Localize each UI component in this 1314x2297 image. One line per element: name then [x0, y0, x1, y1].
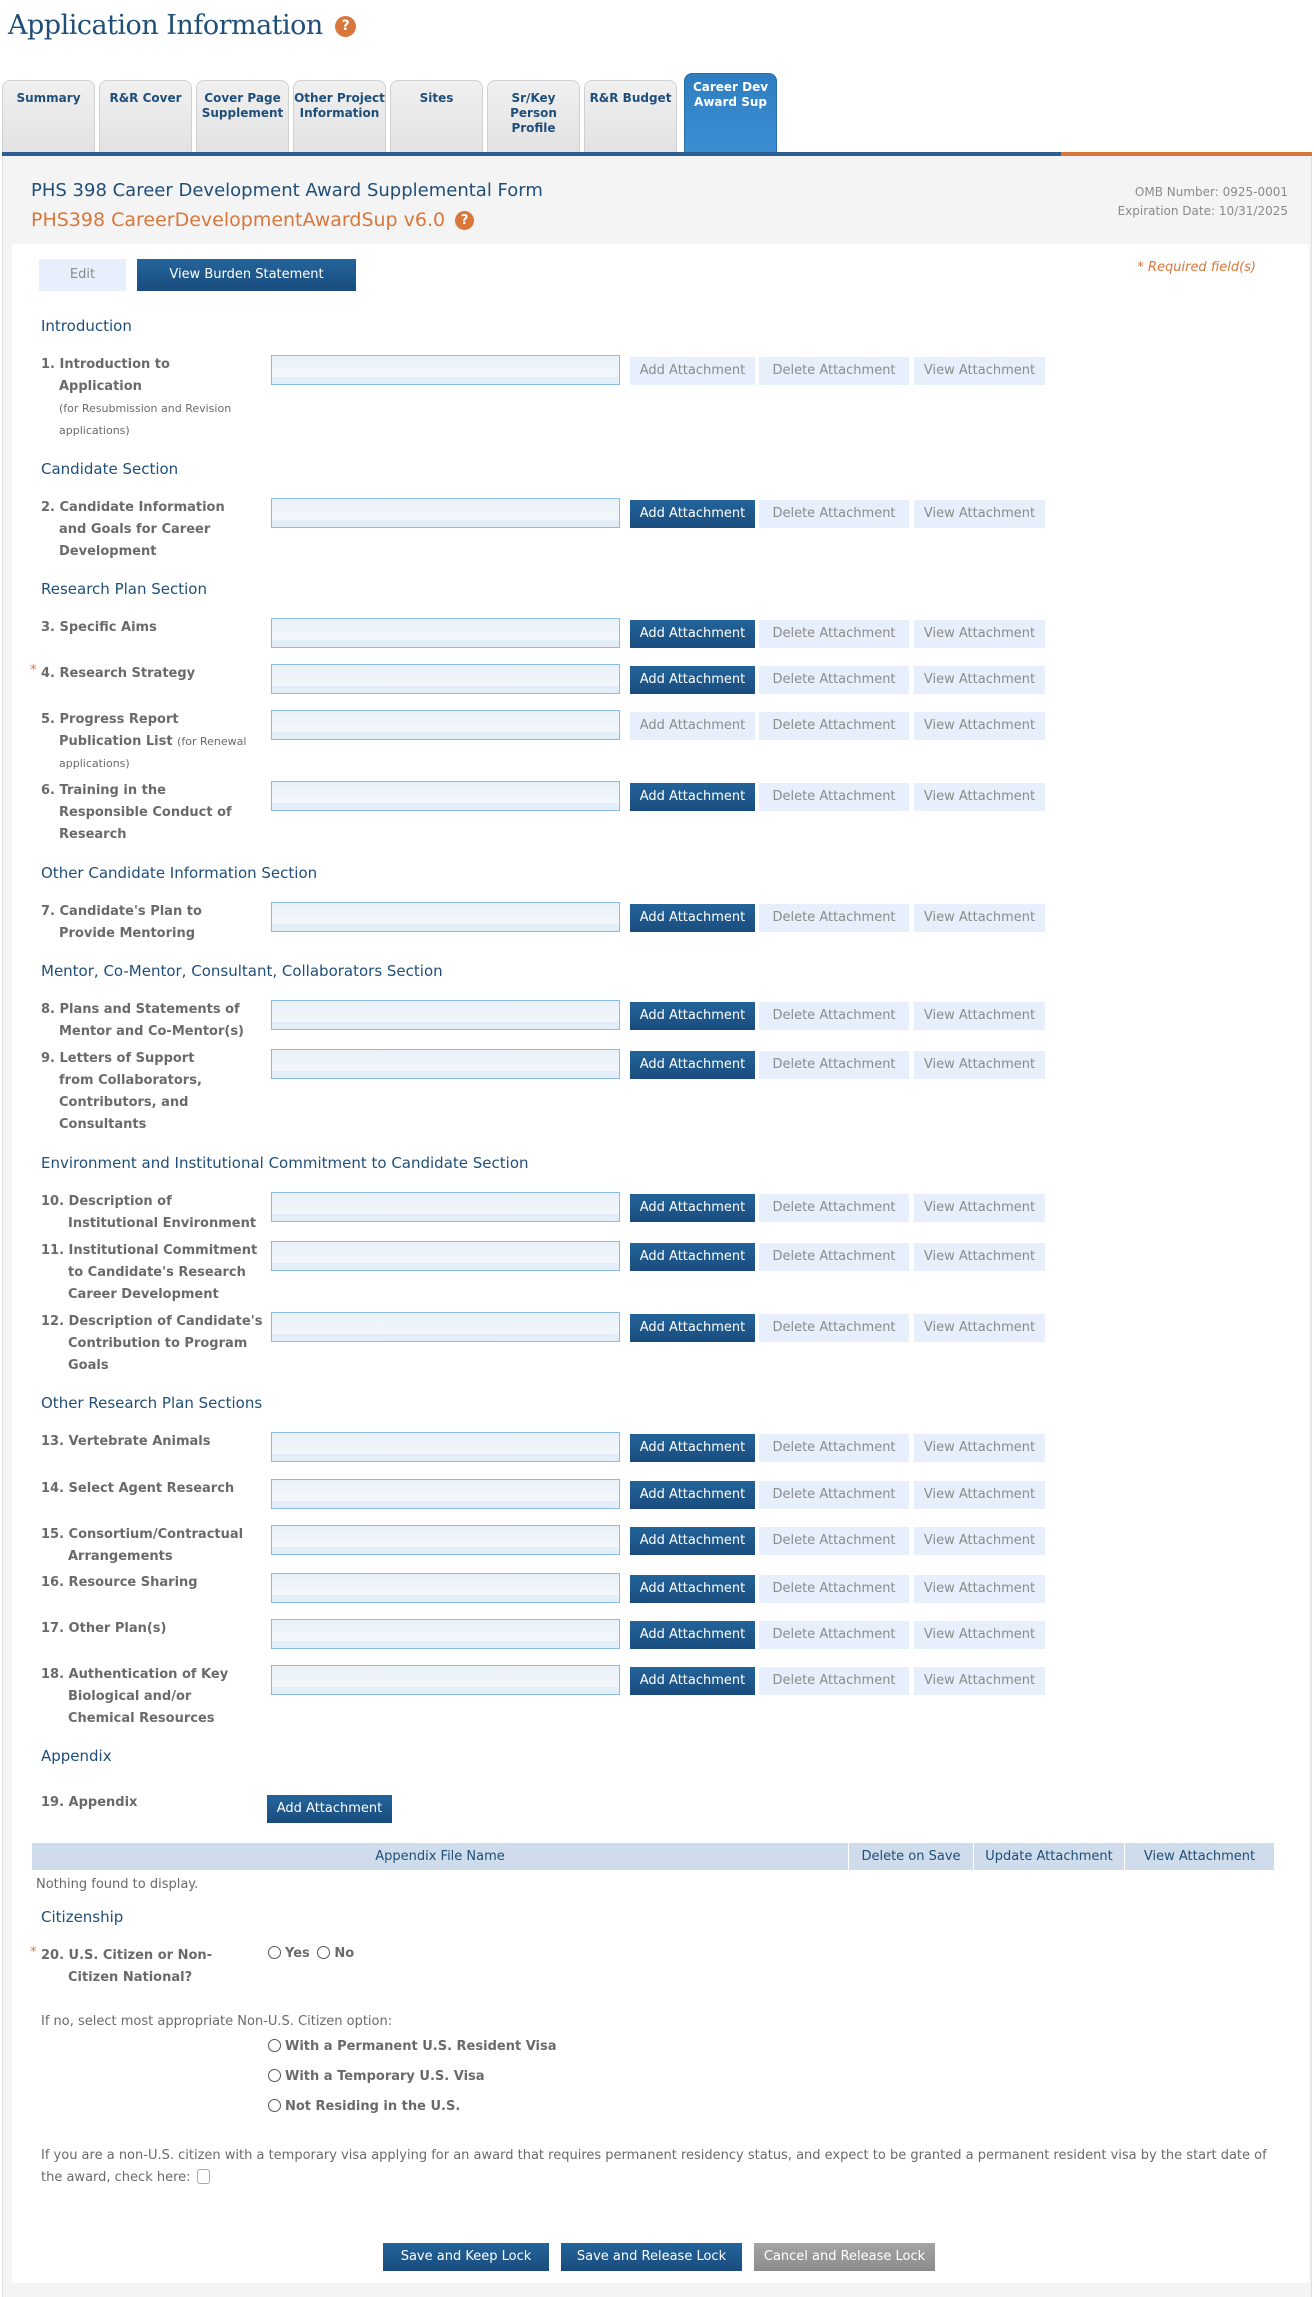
tab-career-dev-award-sup[interactable]: Career Dev Award Sup	[684, 73, 777, 153]
radio-no-label: No	[334, 1946, 355, 1961]
add-attachment-button[interactable]: Add Attachment	[630, 1667, 755, 1695]
section-introduction: Introduction	[41, 317, 132, 335]
item-label: 9. Letters of Support from Collaborators, Contributors, and Consultants	[41, 1051, 202, 1132]
save-and-release-lock-button[interactable]: Save and Release Lock	[561, 2243, 742, 2271]
delete-attachment-button[interactable]: Delete Attachment	[759, 1667, 909, 1695]
view-attachment-button[interactable]: View Attachment	[914, 1002, 1045, 1030]
add-attachment-button[interactable]: Add Attachment	[630, 1527, 755, 1555]
column-view-attachment: View Attachment	[1143, 1849, 1256, 1864]
radio-not-residing[interactable]	[268, 2099, 281, 2112]
column-appendix-file-name: Appendix File Name	[32, 1843, 849, 1870]
item-label: 8. Plans and Statements of Mentor and Co-Mentor(s)	[41, 1002, 245, 1039]
form-version: PHS398 CareerDevelopmentAwardSup v6.0	[31, 209, 446, 231]
required-fields-note: * Required field(s)	[1137, 260, 1256, 275]
delete-attachment-button[interactable]: Delete Attachment	[759, 1314, 909, 1342]
delete-attachment-button[interactable]: Delete Attachment	[759, 1002, 909, 1030]
option-not-residing[interactable]	[268, 2099, 460, 2114]
view-attachment-button[interactable]: View Attachment	[914, 1667, 1045, 1695]
delete-attachment-button[interactable]: Delete Attachment	[759, 712, 909, 740]
section-other-research: Other Research Plan Sections	[41, 1394, 263, 1412]
item-label: 18. Authentication of Key Biological and/or Chemical Resources	[41, 1667, 229, 1726]
add-attachment-button[interactable]: Add Attachment	[630, 1243, 755, 1271]
section-appendix: Appendix	[41, 1747, 112, 1765]
attachment-filename-field[interactable]	[271, 902, 620, 932]
attachment-filename-field[interactable]	[271, 1192, 620, 1222]
item-label: 11. Institutional Commitment to Candidate's Research Career Development	[41, 1243, 258, 1302]
view-attachment-button[interactable]: View Attachment	[914, 1527, 1045, 1555]
view-attachment-button[interactable]: View Attachment	[914, 1434, 1045, 1462]
item-label: 3. Specific Aims	[41, 620, 157, 635]
citizenship-question: 20. U.S. Citizen or Non-Citizen National?	[41, 1948, 213, 1985]
item-label: 13. Vertebrate Animals	[41, 1434, 211, 1449]
visa-note	[41, 2145, 1271, 2189]
view-attachment-button[interactable]: View Attachment	[914, 904, 1045, 932]
delete-attachment-button[interactable]: Delete Attachment	[759, 1621, 909, 1649]
required-asterisk: *	[30, 663, 37, 678]
view-attachment-button[interactable]: View Attachment	[914, 666, 1045, 694]
delete-attachment-button[interactable]: Delete Attachment	[759, 1481, 909, 1509]
delete-attachment-button[interactable]: Delete Attachment	[759, 1243, 909, 1271]
attachment-filename-field[interactable]	[271, 1312, 620, 1342]
attachment-filename-field[interactable]	[271, 781, 620, 811]
item-label: 6. Training in the Responsible Conduct of Research	[41, 783, 232, 842]
expiration-date: Expiration Date: 10/31/2025	[1117, 204, 1288, 218]
item-label: 17. Other Plan(s)	[41, 1621, 167, 1636]
omb-info	[1118, 183, 1288, 221]
item-label: 14. Select Agent Research	[41, 1481, 235, 1496]
tab-summary[interactable]: Summary	[2, 80, 95, 153]
appendix-empty-message: Nothing found to display.	[36, 1877, 199, 1892]
view-attachment-button[interactable]: View Attachment	[914, 712, 1045, 740]
add-attachment-button[interactable]: Add Attachment	[630, 1434, 755, 1462]
item-label: 1. Introduction to Application (for Resubmission and Revision applications)	[41, 357, 232, 437]
add-attachment-button[interactable]: Add Attachment	[630, 1575, 755, 1603]
attachment-filename-field[interactable]	[271, 1049, 620, 1079]
attachment-filename-field[interactable]	[271, 498, 620, 528]
option-permanent-visa[interactable]	[268, 2039, 557, 2054]
tab-cover-page-supplement[interactable]: Cover Page Supplement	[196, 80, 289, 153]
column-update-attachment: Update Attachment	[974, 1843, 1125, 1870]
view-attachment-button[interactable]: View Attachment	[914, 1194, 1045, 1222]
appendix-table-header	[32, 1843, 1274, 1870]
view-attachment-button[interactable]: View Attachment	[914, 1621, 1045, 1649]
visa-note-text: If you are a non-U.S. citizen with a temporary visa applying for an award that requires permanent residency status, and expect to be granted a permanent resident visa by the start date of the award, check here:	[41, 2148, 1267, 2185]
add-appendix-attachment-button[interactable]: Add Attachment	[267, 1795, 392, 1823]
radio-temporary-visa[interactable]	[268, 2069, 281, 2082]
delete-attachment-button[interactable]: Delete Attachment	[759, 666, 909, 694]
page-title-text: Application Information	[8, 10, 323, 41]
add-attachment-button[interactable]: Add Attachment	[630, 904, 755, 932]
add-attachment-button[interactable]: Add Attachment	[630, 783, 755, 811]
form-subtitle	[31, 209, 474, 231]
tab-other-project-information[interactable]: Other Project Information	[293, 80, 386, 153]
tab-rr-cover[interactable]: R&R Cover	[99, 80, 192, 153]
attachment-filename-field[interactable]	[271, 1000, 620, 1030]
radio-yes[interactable]	[268, 1946, 281, 1959]
radio-permanent-visa[interactable]	[268, 2039, 281, 2052]
section-environment: Environment and Institutional Commitment to Candidate Section	[41, 1154, 529, 1172]
option-label: With a Temporary U.S. Visa	[285, 2069, 485, 2084]
add-attachment-button[interactable]: Add Attachment	[630, 1051, 755, 1079]
delete-attachment-button[interactable]: Delete Attachment	[759, 783, 909, 811]
radio-no[interactable]	[317, 1946, 330, 1959]
delete-attachment-button[interactable]: Delete Attachment	[759, 357, 909, 385]
cancel-and-release-lock-button[interactable]: Cancel and Release Lock	[754, 2243, 935, 2271]
section-citizenship: Citizenship	[41, 1908, 124, 1926]
omb-number: OMB Number: 0925-0001	[1134, 185, 1288, 199]
required-asterisk: *	[30, 1945, 37, 1960]
option-label: With a Permanent U.S. Resident Visa	[285, 2039, 557, 2054]
attachment-filename-field[interactable]	[271, 1573, 620, 1603]
attachment-filename-field[interactable]	[271, 1525, 620, 1555]
view-burden-statement-button[interactable]: View Burden Statement	[137, 259, 356, 291]
tab-rr-budget[interactable]: R&R Budget	[584, 80, 677, 153]
delete-attachment-button[interactable]: Delete Attachment	[759, 620, 909, 648]
tab-sites[interactable]: Sites	[390, 80, 483, 153]
column-delete-on-save: Delete on Save	[849, 1843, 974, 1870]
view-attachment-button[interactable]: View Attachment	[914, 1051, 1045, 1079]
page-title	[8, 10, 356, 41]
delete-attachment-button[interactable]: Delete Attachment	[759, 1434, 909, 1462]
citizenship-radio-group	[268, 1946, 354, 1961]
section-mentor: Mentor, Co-Mentor, Consultant, Collaborators Section	[41, 962, 443, 980]
view-attachment-button[interactable]: View Attachment	[914, 1481, 1045, 1509]
item-label: 12. Description of Candidate's Contribution to Program Goals	[41, 1314, 263, 1373]
view-attachment-button[interactable]: View Attachment	[914, 1243, 1045, 1271]
add-attachment-button[interactable]: Add Attachment	[630, 712, 755, 740]
add-attachment-button[interactable]: Add Attachment	[630, 500, 755, 528]
add-attachment-button[interactable]: Add Attachment	[630, 1002, 755, 1030]
view-attachment-button[interactable]: View Attachment	[914, 1314, 1045, 1342]
delete-attachment-button[interactable]: Delete Attachment	[759, 904, 909, 932]
option-temporary-visa[interactable]	[268, 2069, 485, 2084]
help-icon[interactable]: ?	[335, 16, 356, 37]
view-attachment-button[interactable]: View Attachment	[914, 620, 1045, 648]
add-attachment-button[interactable]: Add Attachment	[630, 620, 755, 648]
add-attachment-button[interactable]: Add Attachment	[630, 666, 755, 694]
edit-button[interactable]: Edit	[39, 259, 126, 291]
delete-attachment-button[interactable]: Delete Attachment	[759, 1194, 909, 1222]
form-title: PHS 398 Career Development Award Supplemental Form	[31, 180, 543, 201]
section-candidate: Candidate Section	[41, 460, 179, 478]
attachment-filename-field[interactable]	[271, 1479, 620, 1509]
tab-sr-key-person-profile[interactable]: Sr/Key Person Profile	[487, 80, 580, 153]
item-label: 16. Resource Sharing	[41, 1575, 198, 1590]
attachment-filename-field[interactable]	[271, 1665, 620, 1695]
delete-attachment-button[interactable]: Delete Attachment	[759, 1051, 909, 1079]
option-label: Not Residing in the U.S.	[285, 2099, 461, 2114]
add-attachment-button[interactable]: Add Attachment	[630, 1481, 755, 1509]
attachment-filename-field[interactable]	[271, 664, 620, 694]
view-attachment-button[interactable]: View Attachment	[914, 783, 1045, 811]
delete-attachment-button[interactable]: Delete Attachment	[759, 1575, 909, 1603]
item-label: 4. Research Strategy	[41, 666, 196, 681]
delete-attachment-button[interactable]: Delete Attachment	[759, 1527, 909, 1555]
delete-attachment-button[interactable]: Delete Attachment	[759, 500, 909, 528]
item-label: 2. Candidate Information and Goals for Career Development	[41, 500, 225, 559]
radio-yes-label: Yes	[285, 1946, 310, 1961]
attachment-filename-field[interactable]	[271, 710, 620, 740]
add-attachment-button[interactable]: Add Attachment	[630, 1194, 755, 1222]
add-attachment-button[interactable]: Add Attachment	[630, 1621, 755, 1649]
add-attachment-button[interactable]: Add Attachment	[630, 357, 755, 385]
item-label: 7. Candidate's Plan to Provide Mentoring	[41, 904, 202, 941]
section-research-plan: Research Plan Section	[41, 580, 207, 598]
attachment-filename-field[interactable]	[271, 1619, 620, 1649]
attachment-filename-field[interactable]	[271, 1432, 620, 1462]
add-attachment-button[interactable]: Add Attachment	[630, 1314, 755, 1342]
attachment-filename-field[interactable]	[271, 1241, 620, 1271]
attachment-filename-field[interactable]	[271, 355, 620, 385]
item-label: 10. Description of Institutional Environment	[41, 1194, 257, 1231]
view-attachment-button[interactable]: View Attachment	[914, 357, 1045, 385]
item-label: 15. Consortium/Contractual Arrangements	[41, 1527, 244, 1564]
permanent-visa-expected-checkbox[interactable]	[197, 2169, 210, 2184]
item-label: 5. Progress Report Publication List (for Renewal applications)	[41, 712, 247, 770]
save-and-keep-lock-button[interactable]: Save and Keep Lock	[383, 2243, 549, 2271]
section-other-candidate: Other Candidate Information Section	[41, 864, 318, 882]
appendix-label: 19. Appendix	[41, 1795, 138, 1810]
attachment-filename-field[interactable]	[271, 618, 620, 648]
non-citizen-prompt: If no, select most appropriate Non-U.S. Citizen option:	[41, 2014, 393, 2029]
help-icon[interactable]: ?	[455, 211, 474, 230]
view-attachment-button[interactable]: View Attachment	[914, 1575, 1045, 1603]
view-attachment-button[interactable]: View Attachment	[914, 500, 1045, 528]
